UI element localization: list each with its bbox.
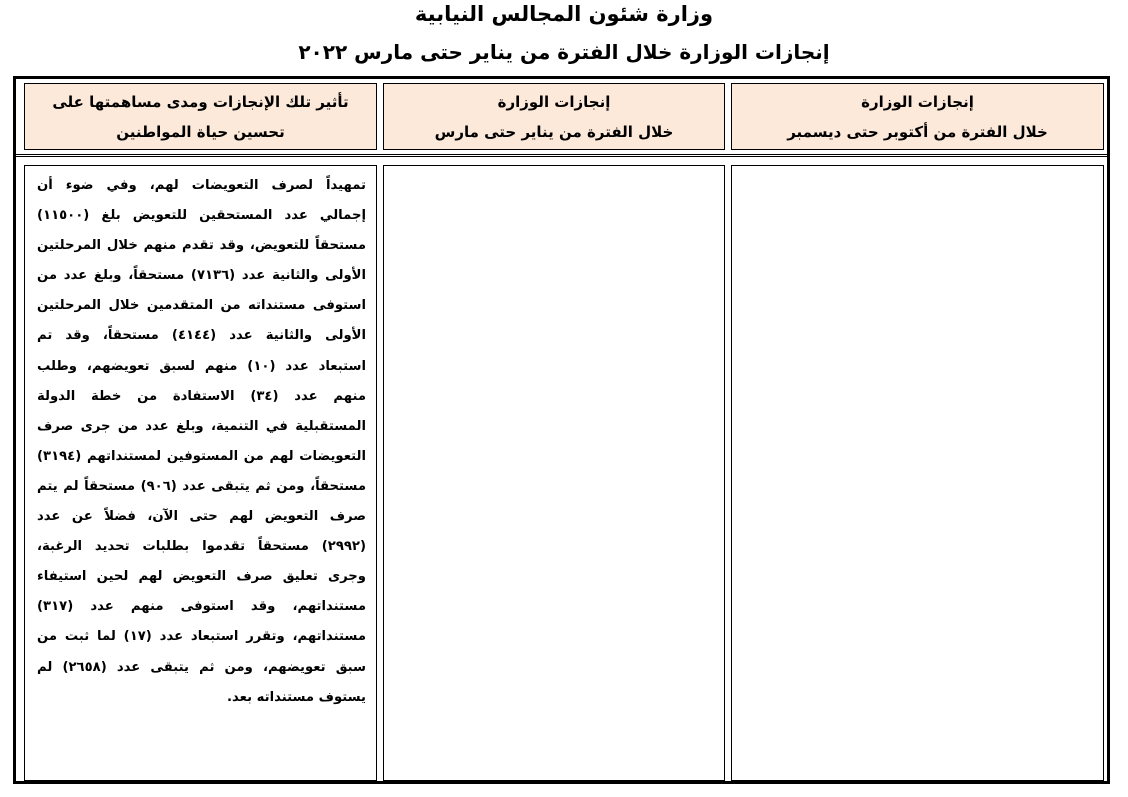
header-jan-mar-line2: خلال الفترة من يناير حتى مارس: [434, 122, 674, 141]
achievements-table: [13, 76, 1110, 784]
table-body-row: [16, 165, 1107, 781]
header-impact-line2: تحسين حياة المواطنين: [116, 122, 285, 141]
cell-oct-dec: [731, 165, 1104, 781]
ministry-title: وزارة شئون المجالس النيابية: [414, 2, 714, 26]
header-impact-line1: تأثير تلك الإنجازات ومدى مساهمتها على: [52, 92, 349, 111]
header-oct-dec-line1: إنجازات الوزارة: [861, 92, 974, 111]
header-jan-mar-line1: إنجازات الوزارة: [497, 92, 611, 111]
report-subtitle: إنجازات الوزارة خلال الفترة من يناير حتى مارس ٢٠٢٢: [298, 40, 830, 64]
cell-impact: تمهيداً لصرف التعويضات لهم، وفي ضوء أن إجمالي عدد المستحقين للتعويض بلغ (١١٥٠٠) مستحقاً للتعويض، وقد تقدم منهم خلال المرحلتين الأولى والثانية عدد (٧١٣٦) مستحقاً، وبلغ عدد من استوفى مستنداته من المتقدمين خلال المرحلتين الأولى والثانية عدد (٤١٤٤) مستحقاً، وقد تم استبعاد عدد (١٠) منهم لسبق تعويضهم، وطلب منهم عدد (٣٤) الاستفادة من خطة الدولة المستقبلية في التنمية، وبلغ عدد من جرى صرف التعويضات لهم من المستوفين لمستنداتهم (٣١٩٤) مستحقاً، ومن ثم يتبقى عدد (٩٠٦) مستحقاً لم يتم صرف التعويض لهم حتى الآن، فضلاً عن عدد (٢٩٩٢) مستحقاً تقدموا بطلبات تحديد الرغبة، وجرى تعليق صرف التعويض لهم لحين استيفاء مستنداتهم، وقد استوفى منهم عدد (٣١٧) مستنداتهم، وتقرر استبعاد عدد (١٧) لما ثبت من سبق تعويضهم، ومن ثم يتبقى عدد (٢٦٥٨) لم يستوف مستنداته بعد.: [24, 165, 377, 781]
cell-jan-mar: [383, 165, 725, 781]
header-impact: [24, 83, 377, 150]
header-oct-dec: [731, 83, 1104, 150]
header-jan-mar: [383, 83, 725, 150]
table-header-row: [16, 79, 1107, 157]
header-oct-dec-line2: خلال الفترة من أكتوبر حتى ديسمبر: [787, 122, 1048, 141]
